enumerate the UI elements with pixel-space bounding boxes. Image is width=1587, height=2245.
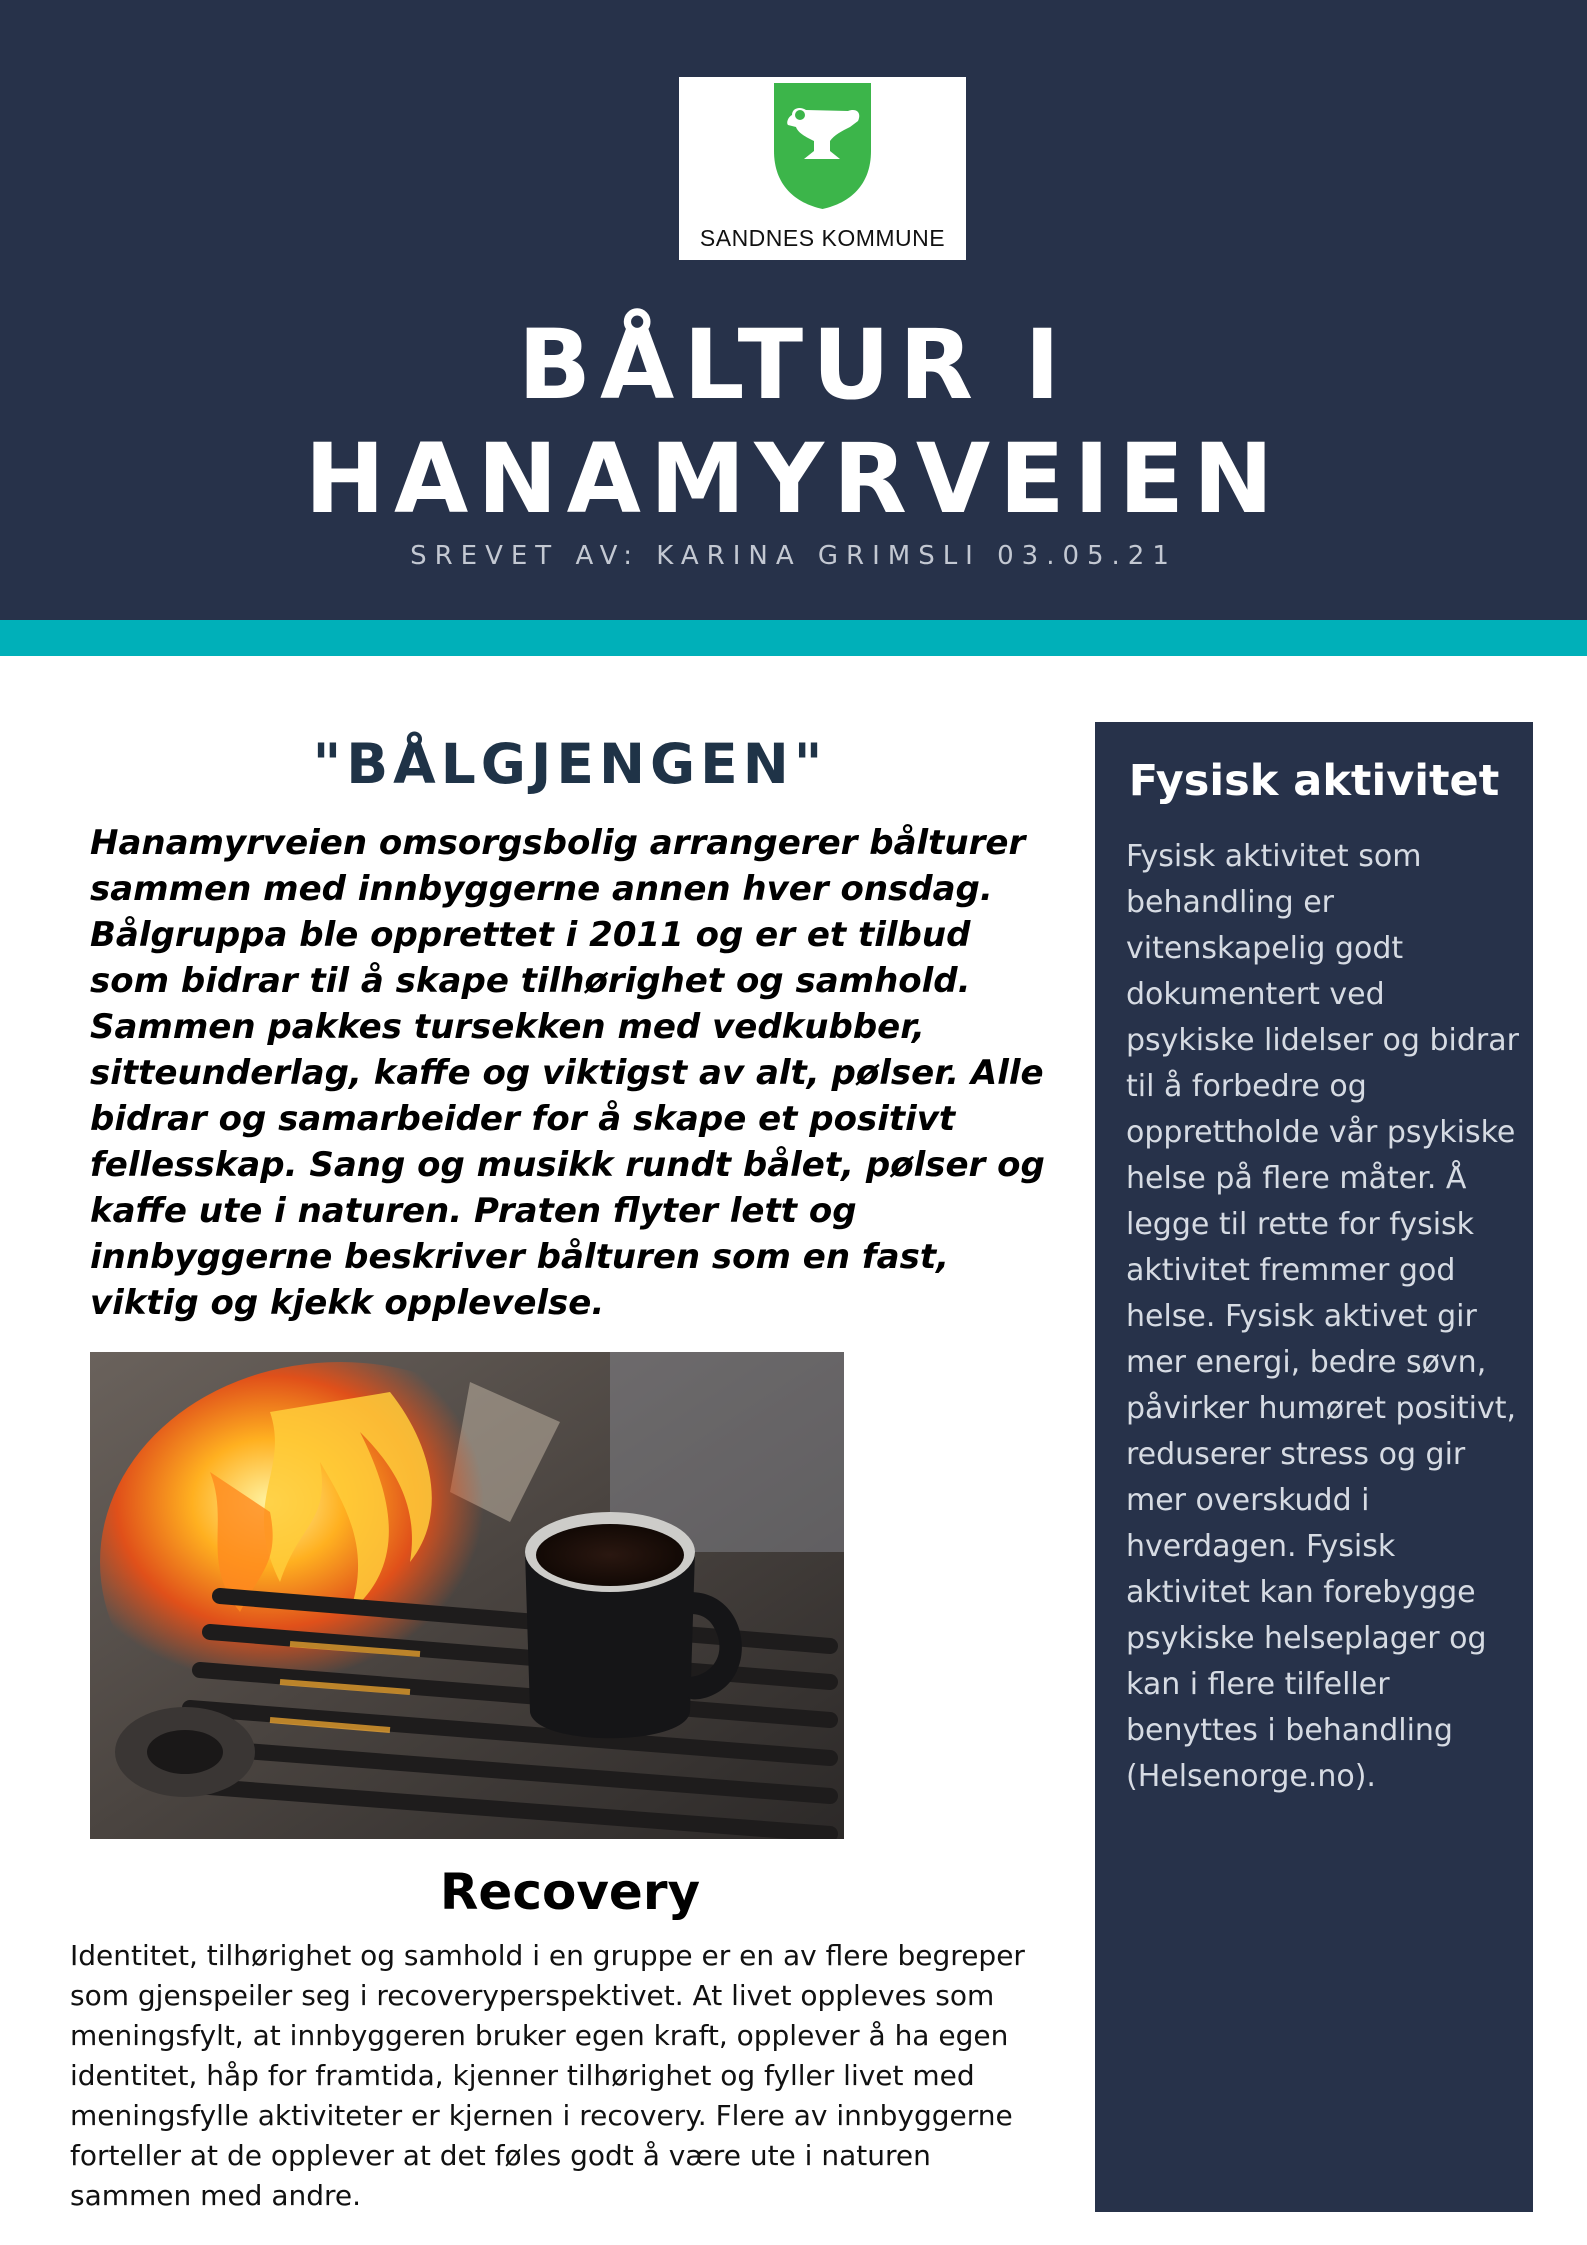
header-banner <box>0 0 1587 620</box>
logo-text: SANDNES KOMMUNE <box>699 225 946 251</box>
campfire-coffee-photo <box>90 1352 844 1839</box>
sidebar-panel <box>1095 722 1533 2212</box>
section-title: "BÅLGJENGEN" <box>312 732 828 796</box>
sidebar-paragraph: Fysisk aktivitet som behandling er vitenskapelig godt dokumentert ved psykiske lidelser og bidrar til å forbedre og opprettholde vår psykiske helse på flere måter. Å legge til rette for fysisk aktivitet fremmer god helse. Fysisk aktivet gir mer energi, bedre søvn, påvirker humøret positivt, reduserer stress og gir mer overskudd i hverdagen. Fysisk aktivitet kan forebygge psykiske helseplager og kan i flere tilfeller benyttes i behandling (Helsenorge.no). <box>1126 839 1519 1794</box>
sandnes-kommune-logo <box>679 77 966 260</box>
recovery-paragraph: Identitet, tilhørighet og samhold i en gruppe er en av flere begreper som gjenspeiler seg i recoveryperspektivet. At livet oppleves som meningsfylt, at innbyggeren bruker egen kraft, opplever å ha egen identitet, håp for framtida, kjenner tilhørighet og fyller livet med meningsfylle aktiviteter er kjernen i recovery. Flere av innbyggerne forteller at de opplever at det føles godt å være ute i naturen sammen med andre. <box>70 1939 1025 2212</box>
intro-paragraph: Hanamyrveien omsorgsbolig arrangerer bålturer sammen med innbyggerne annen hver onsdag. Bålgruppa ble opprettet i 2011 og er et tilbud som bidrar til å skape tilhørighet og samhold. Sammen pakkes tursekken med vedkubber, sitteunderlag, kaffe og viktigst av alt, pølser. Alle bidrar og samarbeider for å skape et positivt fellesskap. Sang og musikk rundt bålet, pølser og kaffe ute i naturen. Praten flyter lett og innbyggerne beskriver bålturen som en fast, viktig og kjekk opplevelse. <box>90 823 1045 1323</box>
accent-divider <box>0 620 1587 656</box>
sidebar-title: Fysisk aktivitet <box>1128 756 1500 806</box>
anvil-shield-icon <box>770 81 875 211</box>
byline: SREVET AV: KARINA GRIMSLI 03.05.21 <box>410 541 1177 571</box>
page-title: BÅLTUR I HANAMYRVEIEN <box>304 309 1283 535</box>
recovery-title: Recovery <box>439 1863 701 1921</box>
